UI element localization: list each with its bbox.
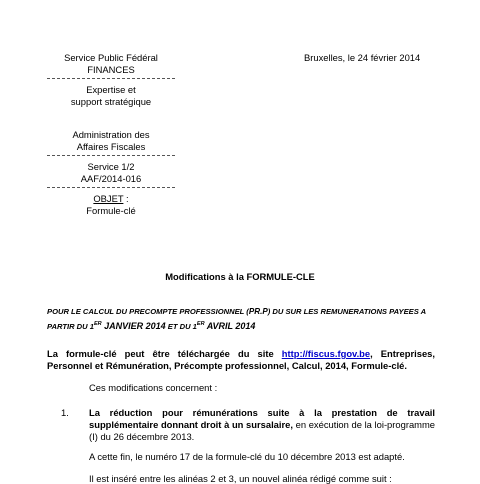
administration-line2: Affaires Fiscales <box>76 141 146 152</box>
download-rest: , Entreprises, Personnel et Rémunération, Précompte professionnel, Calcul, 2014, Formule-clé. <box>47 348 435 371</box>
sender-org <box>40 52 182 76</box>
download-paragraph <box>47 348 435 372</box>
list-item <box>89 407 435 443</box>
list-item-heading: La réduction pour rémunérations suite à la prestation de travail supplémentaire donnant droit à un sursalaire, <box>89 407 435 430</box>
sender-administration <box>40 129 182 153</box>
document-title: Modifications à la FORMULE-CLE <box>165 271 315 282</box>
subject-label: OBJET <box>93 193 124 204</box>
subject-label-line <box>40 193 182 205</box>
list-item-text: en exécution de la loi-programme (I) du 26 décembre 2013. <box>89 419 435 442</box>
header-divider <box>47 155 175 156</box>
service-number: Service 1/2 <box>87 161 135 172</box>
adaptation-paragraph: A cette fin, le numéro 17 de la formule-clé du 10 décembre 2013 est adapté. <box>89 451 405 462</box>
sender-department <box>40 84 182 108</box>
reference-number: AAF/2014-016 <box>80 173 142 184</box>
list-item-number: 1. <box>61 407 69 418</box>
modifications-intro: Ces modifications concernent : <box>89 382 218 393</box>
header-divider <box>47 78 175 79</box>
department-line1: Expertise et <box>86 84 136 95</box>
subject-block <box>40 193 182 217</box>
insertion-paragraph: Il est inséré entre les alinéas 2 et 3, un nouvel alinéa rédigé comme suit : <box>89 473 392 484</box>
place-date: Bruxelles, le 24 février 2014 <box>304 52 421 63</box>
sender-service <box>40 161 182 185</box>
department-line2: support stratégique <box>70 96 152 107</box>
header-divider <box>47 187 175 188</box>
download-link[interactable]: http://fiscus.fgov.be <box>281 348 371 359</box>
download-intro: La formule-clé peut être téléchargée du site <box>47 348 274 359</box>
org-subname: FINANCES <box>87 64 135 75</box>
administration-line1: Administration des <box>72 129 150 140</box>
subject-colon: : <box>123 193 129 204</box>
subject-value: Formule-clé <box>86 205 136 216</box>
subtitle-line1: POUR LE CALCUL DU PRECOMPTE PROFESSIONNEL (PR.P) DU SUR LES REMUNERATIONS PAYEES A <box>47 307 427 316</box>
subtitle-line2: PARTIR DU 1ER JANVIER 2014 ET DU 1ER AVRIL 2014 <box>47 321 256 331</box>
org-name: Service Public Fédéral <box>64 52 158 63</box>
document-subtitle <box>47 306 435 333</box>
